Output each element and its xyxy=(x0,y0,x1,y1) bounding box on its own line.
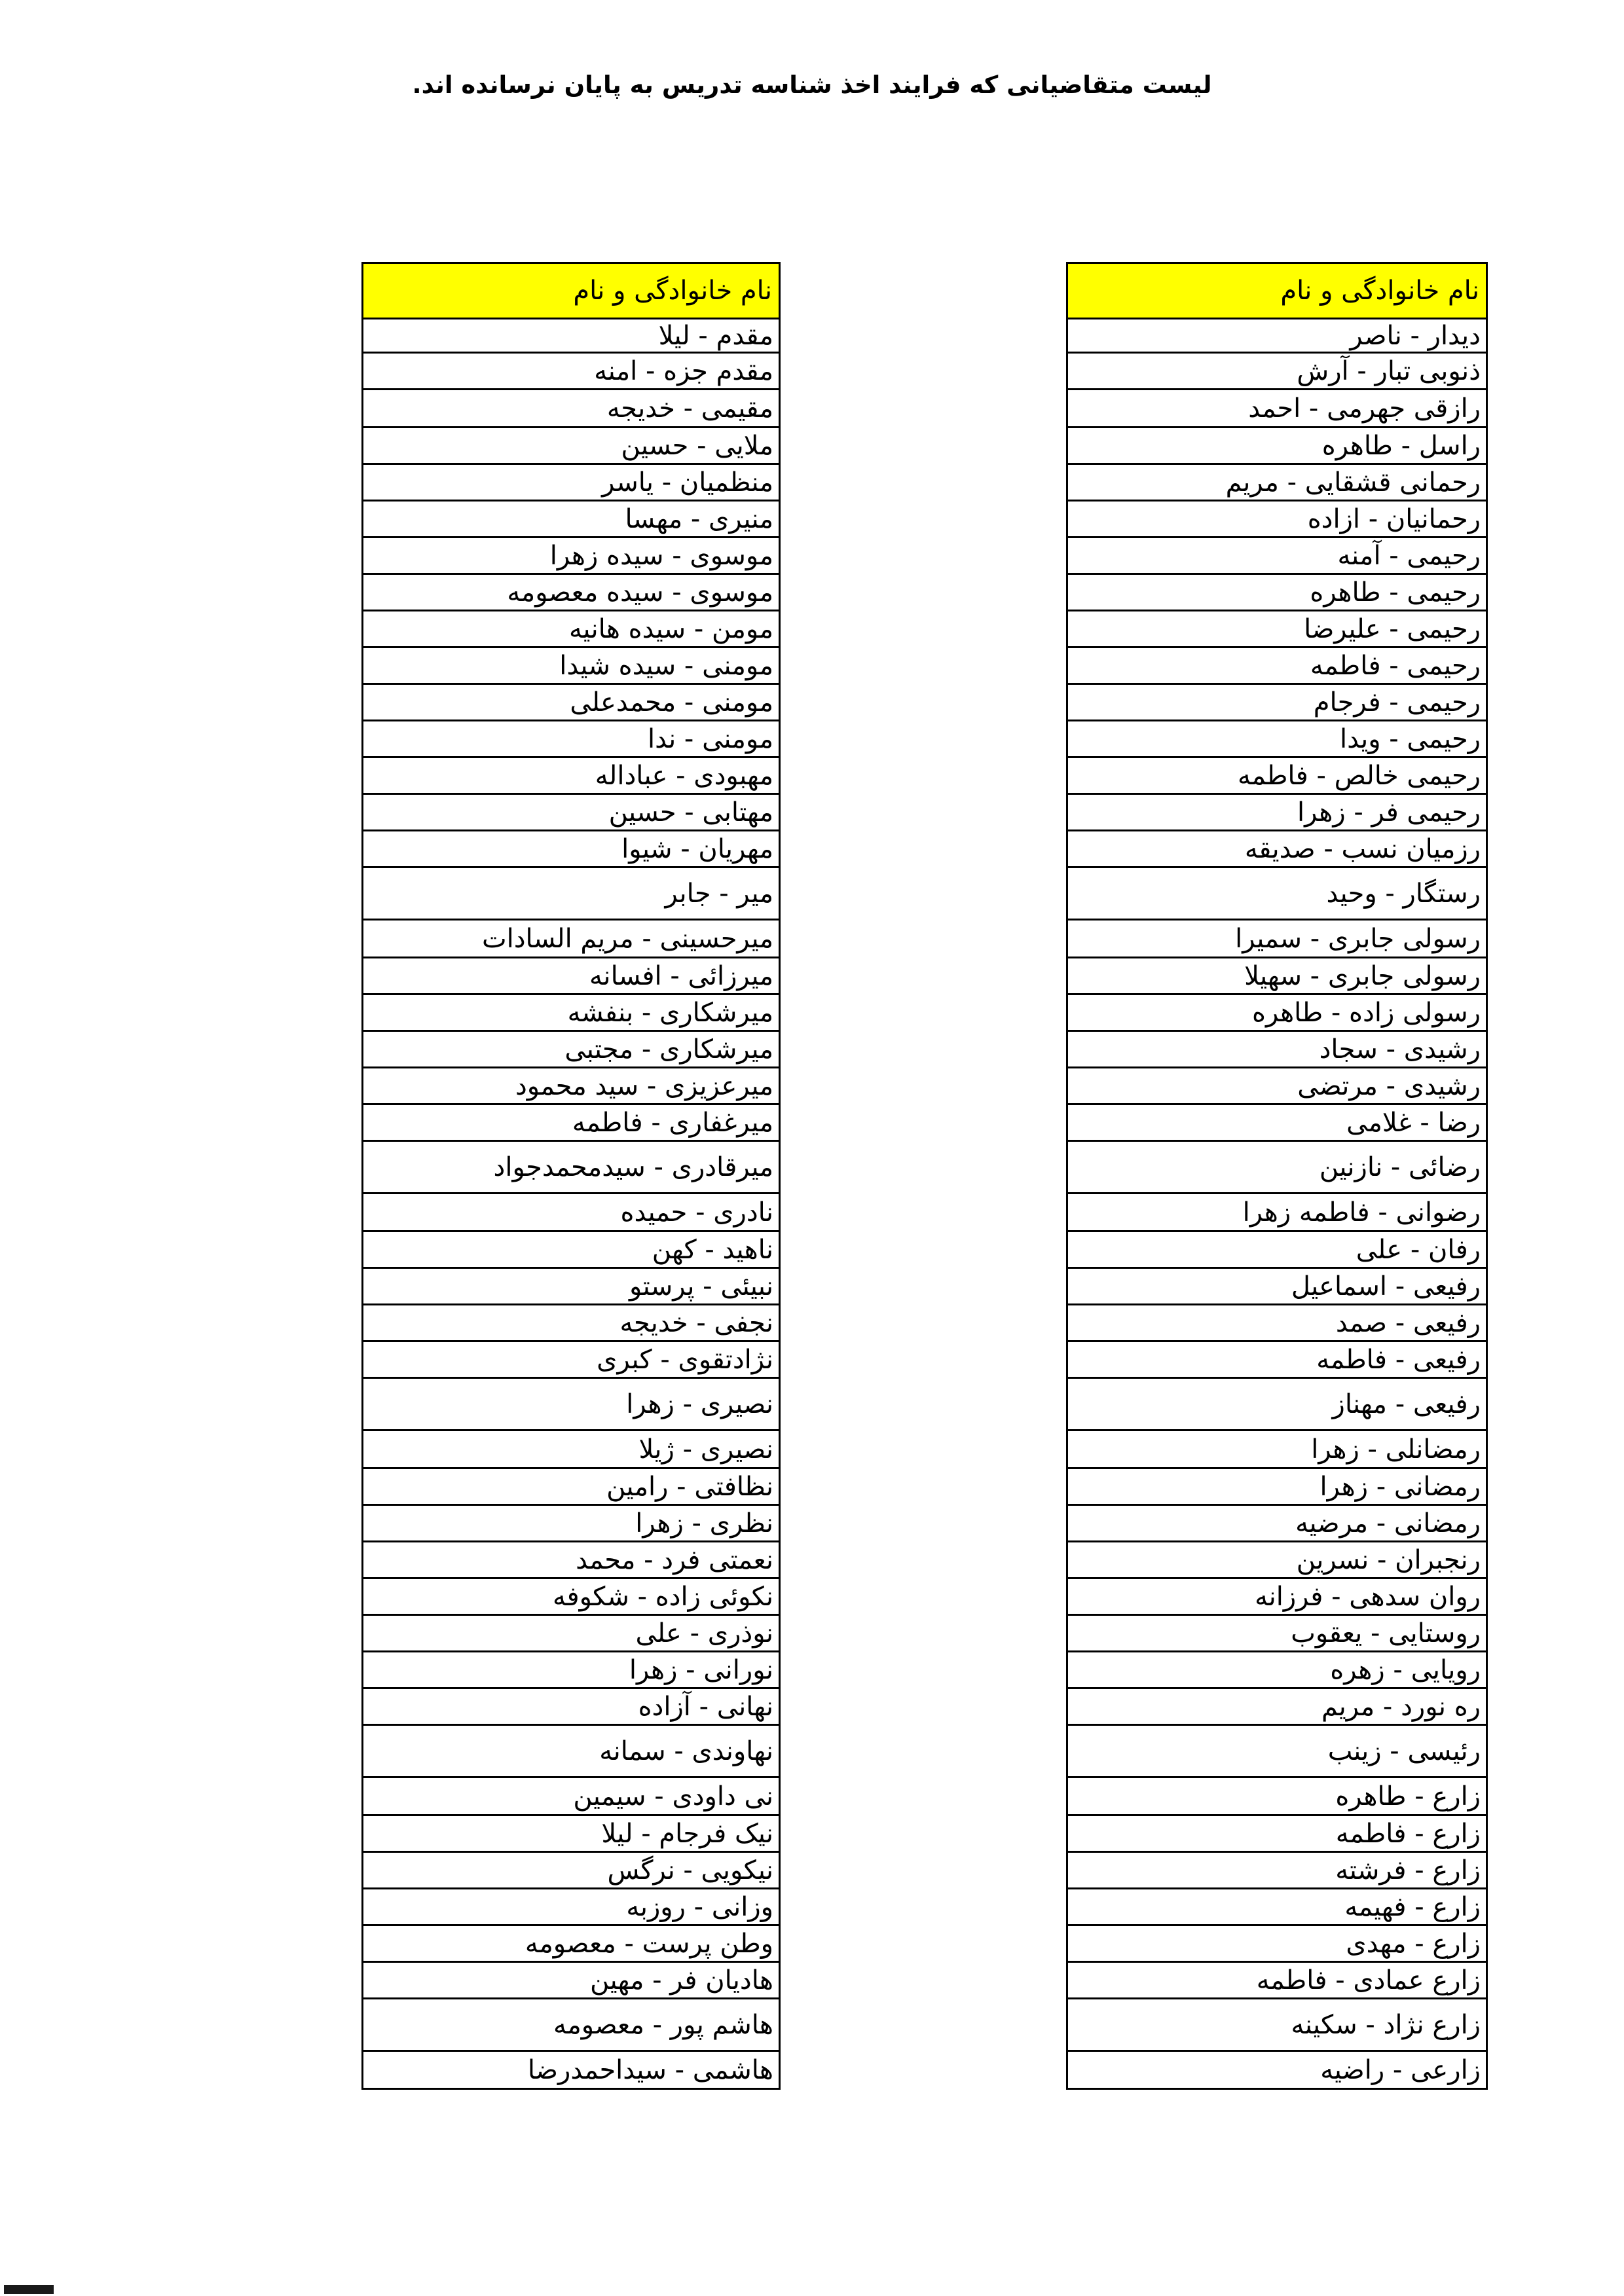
name-cell: رحیمی - طاهره xyxy=(1067,574,1487,611)
table-row xyxy=(1067,1777,1487,1815)
name-cell: نهانی - آزاده xyxy=(363,1688,780,1725)
table-row xyxy=(363,1341,780,1378)
table-row xyxy=(363,1468,780,1505)
name-cell: نادری - حمیده xyxy=(363,1194,780,1231)
table-row xyxy=(1067,2051,1487,2089)
name-cell: نصیری - ژیلا xyxy=(363,1430,780,1468)
table-row xyxy=(363,831,780,867)
table-row xyxy=(1067,1341,1487,1378)
table-row xyxy=(363,867,780,920)
table-row xyxy=(1067,1925,1487,1962)
name-cell: رزمیان نسب - صدیقه xyxy=(1067,831,1487,867)
name-cell: رمضانی - زهرا xyxy=(1067,1468,1487,1505)
table-row xyxy=(1067,1688,1487,1725)
table-row xyxy=(363,1615,780,1652)
name-cell: رستگار - وحید xyxy=(1067,867,1487,920)
table-row xyxy=(363,1889,780,1925)
name-cell: مهریان - شیوا xyxy=(363,831,780,867)
table-row xyxy=(363,684,780,721)
table-row xyxy=(1067,867,1487,920)
name-cell: منظمیان - یاسر xyxy=(363,464,780,501)
column-header: نام خانوادگی و نام xyxy=(363,263,780,319)
table-row xyxy=(1067,1194,1487,1231)
name-cell: زارع - فهیمه xyxy=(1067,1889,1487,1925)
name-cell: رحیمی خالص - فاطمه xyxy=(1067,757,1487,794)
table-row xyxy=(363,1578,780,1615)
table-row xyxy=(1067,721,1487,757)
names-table-left xyxy=(361,262,781,2090)
table-row xyxy=(1067,611,1487,647)
table-row xyxy=(363,647,780,684)
table-row xyxy=(1067,684,1487,721)
name-cell: نظری - زهرا xyxy=(363,1505,780,1542)
table-row xyxy=(363,794,780,831)
table-row xyxy=(363,1999,780,2051)
name-cell: روستایی - یعقوب xyxy=(1067,1615,1487,1652)
column-header: نام خانوادگی و نام xyxy=(1067,263,1487,319)
table-row xyxy=(1067,1068,1487,1104)
name-cell: رفیعی - صمد xyxy=(1067,1305,1487,1341)
name-cell: میرزائی - افسانه xyxy=(363,958,780,994)
table-row xyxy=(363,501,780,538)
name-cell: رضائی - نازنین xyxy=(1067,1141,1487,1194)
name-cell: مومنی - سیده شیدا xyxy=(363,647,780,684)
page-title: لیست متقاضیانی که فرایند اخذ شناسه تدریس به پایان نرسانده اند. xyxy=(412,71,1212,99)
table-row xyxy=(1067,958,1487,994)
name-cell: هادیان فر - مهین xyxy=(363,1962,780,1999)
table-row xyxy=(1067,574,1487,611)
table-row xyxy=(363,1231,780,1268)
table-row xyxy=(363,1194,780,1231)
table-row xyxy=(1067,538,1487,574)
name-cell: ره نورد - مریم xyxy=(1067,1688,1487,1725)
table-row xyxy=(1067,1378,1487,1430)
name-cell: رحمانیان - ازاده xyxy=(1067,501,1487,538)
name-cell: رسولی جابری - سمیرا xyxy=(1067,920,1487,958)
table-row xyxy=(1067,1615,1487,1652)
name-cell: وطن پرست - معصومه xyxy=(363,1925,780,1962)
name-cell: موسوی - سیده معصومه xyxy=(363,574,780,611)
table-row xyxy=(363,353,780,390)
table-row xyxy=(1067,1430,1487,1468)
table-row xyxy=(363,464,780,501)
name-cell: مقیمی - خدیجه xyxy=(363,390,780,428)
name-cell: هاشم پور - معصومه xyxy=(363,1999,780,2051)
table-row xyxy=(1067,1852,1487,1889)
table-row xyxy=(363,1104,780,1141)
name-cell: روان سدهی - فرزانه xyxy=(1067,1578,1487,1615)
table-row xyxy=(1067,1999,1487,2051)
name-cell: موسوی - سیده زهرا xyxy=(363,538,780,574)
table-row xyxy=(1067,1305,1487,1341)
table-row xyxy=(1067,1505,1487,1542)
table-row xyxy=(363,538,780,574)
table-row xyxy=(363,1031,780,1068)
table-row xyxy=(1067,501,1487,538)
table-row xyxy=(1067,1031,1487,1068)
name-cell: مهبودی - عباداله xyxy=(363,757,780,794)
table-row xyxy=(1067,1652,1487,1688)
name-cell: میر - جابر xyxy=(363,867,780,920)
name-cell: رمضانلی - زهرا xyxy=(1067,1430,1487,1468)
name-cell: رمضانی - مرضیه xyxy=(1067,1505,1487,1542)
name-cell: نورانی - زهرا xyxy=(363,1652,780,1688)
table-row xyxy=(1067,428,1487,464)
name-cell: هاشمی - سیداحمدرضا xyxy=(363,2051,780,2089)
name-cell: رضوانی - فاطمه زهرا xyxy=(1067,1194,1487,1231)
table-row xyxy=(1067,647,1487,684)
name-cell: زارع - فرشته xyxy=(1067,1852,1487,1889)
table-row xyxy=(1067,1815,1487,1852)
name-cell: رحیمی - ویدا xyxy=(1067,721,1487,757)
table-row xyxy=(363,994,780,1031)
name-cell: زارع عمادی - فاطمه xyxy=(1067,1962,1487,1999)
table-row xyxy=(1067,1725,1487,1777)
watermark-logo xyxy=(4,2285,54,2294)
name-cell: رحیمی - آمنه xyxy=(1067,538,1487,574)
name-cell: رسولی زاده - طاهره xyxy=(1067,994,1487,1031)
name-cell: میرشکاری - بنفشه xyxy=(363,994,780,1031)
table-row xyxy=(1067,390,1487,428)
table-row xyxy=(1067,1468,1487,1505)
name-cell: نبیئی - پرستو xyxy=(363,1268,780,1305)
table-row xyxy=(363,2051,780,2089)
table-row xyxy=(1067,319,1487,353)
table-row xyxy=(363,574,780,611)
table-row xyxy=(1067,920,1487,958)
name-cell: نوذری - علی xyxy=(363,1615,780,1652)
name-cell: رویایی - زهره xyxy=(1067,1652,1487,1688)
name-cell: نهاوندی - سمانه xyxy=(363,1725,780,1777)
table-row xyxy=(363,1852,780,1889)
name-cell: میرعزیزی - سید محمود xyxy=(363,1068,780,1104)
name-cell: رشیدی - مرتضی xyxy=(1067,1068,1487,1104)
name-cell: رحیمی فر - زهرا xyxy=(1067,794,1487,831)
name-cell: مهتابی - حسین xyxy=(363,794,780,831)
name-cell: نکوئی زاده - شکوفه xyxy=(363,1578,780,1615)
name-cell: رفیعی - فاطمه xyxy=(1067,1341,1487,1378)
table-row xyxy=(363,1268,780,1305)
table-row xyxy=(363,757,780,794)
name-cell: رنجبران - نسرین xyxy=(1067,1542,1487,1578)
table-row xyxy=(1067,464,1487,501)
table-row xyxy=(363,1430,780,1468)
table-row xyxy=(1067,353,1487,390)
name-cell: مومنی - ندا xyxy=(363,721,780,757)
name-cell: رفیعی - مهناز xyxy=(1067,1378,1487,1430)
name-cell: دیدار - ناصر xyxy=(1067,319,1487,353)
table-row xyxy=(363,390,780,428)
table-row xyxy=(1067,831,1487,867)
table-row xyxy=(1067,1889,1487,1925)
table-row xyxy=(1067,1578,1487,1615)
name-cell: نیکویی - نرگس xyxy=(363,1852,780,1889)
name-cell: رئیسی - زینب xyxy=(1067,1725,1487,1777)
name-cell: میرغفاری - فاطمه xyxy=(363,1104,780,1141)
table-row xyxy=(363,1688,780,1725)
name-cell: نعمتی فرد - محمد xyxy=(363,1542,780,1578)
table-row xyxy=(1067,794,1487,831)
table-row xyxy=(1067,1104,1487,1141)
table-row xyxy=(363,1777,780,1815)
name-cell: نصیری - زهرا xyxy=(363,1378,780,1430)
name-cell: نی داودی - سیمین xyxy=(363,1777,780,1815)
name-cell: وزانی - روزبه xyxy=(363,1889,780,1925)
name-cell: رحمانی قشقایی - مریم xyxy=(1067,464,1487,501)
name-cell: ناهید - کهن xyxy=(363,1231,780,1268)
table-row xyxy=(363,319,780,353)
name-cell: نظافتی - رامین xyxy=(363,1468,780,1505)
name-cell: رازقی جهرمی - احمد xyxy=(1067,390,1487,428)
name-cell: رضا - غلامی xyxy=(1067,1104,1487,1141)
table-row xyxy=(363,428,780,464)
name-cell: منیری - مهسا xyxy=(363,501,780,538)
table-row xyxy=(363,721,780,757)
table-row xyxy=(363,611,780,647)
name-cell: رشیدی - سجاد xyxy=(1067,1031,1487,1068)
table-row xyxy=(363,1141,780,1194)
table-row xyxy=(363,1652,780,1688)
table-row xyxy=(363,920,780,958)
table-row xyxy=(363,958,780,994)
name-cell: ملایی - حسین xyxy=(363,428,780,464)
name-cell: رحیمی - فرجام xyxy=(1067,684,1487,721)
table-row xyxy=(1067,1231,1487,1268)
name-cell: مقدم - لیلا xyxy=(363,319,780,353)
name-cell: زارع - مهدی xyxy=(1067,1925,1487,1962)
table-row xyxy=(1067,1141,1487,1194)
name-cell: زارع نژاد - سکینه xyxy=(1067,1999,1487,2051)
name-cell: زارع - طاهره xyxy=(1067,1777,1487,1815)
table-row xyxy=(1067,1268,1487,1305)
name-cell: زارعی - راضیه xyxy=(1067,2051,1487,2089)
table-row xyxy=(363,1815,780,1852)
name-cell: مومن - سیده هانیه xyxy=(363,611,780,647)
table-row xyxy=(363,1305,780,1341)
name-cell: میرشکاری - مجتبی xyxy=(363,1031,780,1068)
table-row xyxy=(1067,757,1487,794)
name-cell: نژادتقوی - کبری xyxy=(363,1341,780,1378)
name-cell: میرقادری - سیدمحمدجواد xyxy=(363,1141,780,1194)
names-table-right xyxy=(1066,262,1488,2090)
table-row xyxy=(363,1725,780,1777)
table-row xyxy=(363,1068,780,1104)
name-cell: رفیعی - اسماعیل xyxy=(1067,1268,1487,1305)
name-cell: رحیمی - فاطمه xyxy=(1067,647,1487,684)
name-cell: رحیمی - علیرضا xyxy=(1067,611,1487,647)
table-row xyxy=(363,1378,780,1430)
table-row xyxy=(1067,1962,1487,1999)
table-row xyxy=(363,1962,780,1999)
name-cell: مقدم جزه - امنه xyxy=(363,353,780,390)
name-cell: رفان - علی xyxy=(1067,1231,1487,1268)
table-row xyxy=(363,1542,780,1578)
name-cell: مومنی - محمدعلی xyxy=(363,684,780,721)
table-row xyxy=(1067,1542,1487,1578)
name-cell: زارع - فاطمه xyxy=(1067,1815,1487,1852)
table-row xyxy=(363,1925,780,1962)
name-cell: نجفی - خدیجه xyxy=(363,1305,780,1341)
name-cell: میرحسینی - مریم السادات xyxy=(363,920,780,958)
name-cell: رسولی جابری - سهیلا xyxy=(1067,958,1487,994)
table-row xyxy=(1067,994,1487,1031)
name-cell: ذنوبی تبار - آرش xyxy=(1067,353,1487,390)
table-row xyxy=(363,1505,780,1542)
name-cell: راسل - طاهره xyxy=(1067,428,1487,464)
name-cell: نیک فرجام - لیلا xyxy=(363,1815,780,1852)
